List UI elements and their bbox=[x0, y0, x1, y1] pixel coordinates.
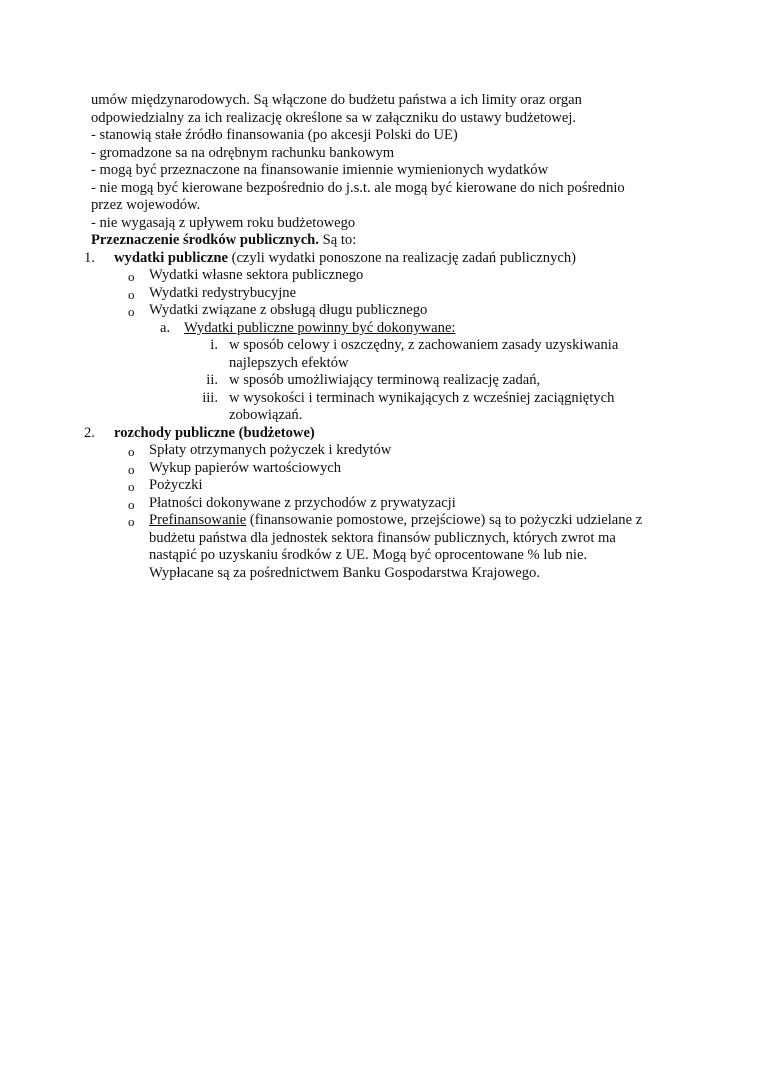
feature-line: - nie mogą być kierowane bezpośrednio do j.s.t. ale mogą być kierowane do nich pośrednio bbox=[91, 180, 625, 196]
intro-line-2: odpowiedzialny za ich realizację określone sa w załączniku do ustawy budżetowej. bbox=[91, 110, 577, 126]
definition-line: Wypłacane są za pośrednictwem Banku Gospodarstwa Krajowego. bbox=[149, 565, 540, 581]
roman-marker: i. bbox=[210, 337, 218, 353]
bullet-icon: o bbox=[128, 269, 135, 284]
bullet-icon: o bbox=[128, 304, 135, 319]
list-item: Wykup papierów wartościowych bbox=[149, 460, 342, 476]
term-prefinansowanie: Prefinansowanie bbox=[149, 512, 247, 528]
sub-marker: a. bbox=[160, 320, 171, 336]
bullet-icon: o bbox=[128, 514, 135, 529]
bullet-icon: o bbox=[128, 287, 135, 302]
list-item: Pożyczki bbox=[149, 477, 203, 493]
list-item: Spłaty otrzymanych pożyczek i kredytów bbox=[149, 442, 392, 458]
point-line: w wysokości i terminach wynikających z wcześniej zaciągniętych bbox=[229, 390, 615, 406]
list-item: Wydatki związane z obsługą długu publicznego bbox=[149, 302, 428, 318]
intro-line-1: umów międzynarodowych. Są włączone do budżetu państwa a ich limity oraz organ bbox=[91, 92, 582, 108]
feature-line: - gromadzone sa na odrębnym rachunku bankowym bbox=[91, 145, 395, 161]
section-1-number: 1. bbox=[84, 250, 95, 266]
feature-line: przez wojewodów. bbox=[91, 197, 201, 213]
feature-line: - mogą być przeznaczone na finansowanie imiennie wymienionych wydatków bbox=[91, 162, 549, 178]
point-line: najlepszych efektów bbox=[229, 355, 349, 371]
feature-line: - nie wygasają z upływem roku budżetowego bbox=[91, 215, 356, 231]
section-heading bbox=[91, 232, 356, 250]
section-1-title: wydatki publiczne bbox=[114, 250, 228, 266]
sub-heading: Wydatki publiczne powinny być dokonywane: bbox=[184, 320, 456, 336]
point-line: w sposób umożliwiający terminową realizację zadań, bbox=[229, 372, 541, 388]
feature-line: - stanowią stałe źródło finansowania (po akcesji Polski do UE) bbox=[91, 127, 458, 143]
list-item: Wydatki własne sektora publicznego bbox=[149, 267, 364, 283]
section-2-number: 2. bbox=[84, 425, 95, 441]
definition-line: budżetu państwa dla jednostek sektora finansów publicznych, których zwrot ma bbox=[149, 530, 616, 546]
definition-line: nastąpić po uzyskaniu środków z UE. Mogą być oprocentowane % lub nie. bbox=[149, 547, 588, 563]
roman-marker: iii. bbox=[202, 390, 218, 406]
heading-rest: Są to: bbox=[318, 232, 357, 248]
bullet-icon: o bbox=[128, 462, 135, 477]
list-item: Płatności dokonywane z przychodów z prywatyzacji bbox=[149, 495, 456, 511]
point-line: w sposób celowy i oszczędny, z zachowaniem zasady uzyskiwania bbox=[229, 337, 619, 353]
heading-bold: Przeznaczenie środków publicznych. bbox=[91, 232, 319, 248]
section-2-title: rozchody publiczne (budżetowe) bbox=[114, 425, 315, 441]
list-item-prefinansowanie bbox=[149, 512, 642, 530]
bullet-icon: o bbox=[128, 497, 135, 512]
list-item: Wydatki redystrybucyjne bbox=[149, 285, 297, 301]
point-line: zobowiązań. bbox=[229, 407, 303, 423]
section-1-description: (czyli wydatki ponoszone na realizację zadań publicznych) bbox=[227, 250, 576, 266]
section-1-title-line bbox=[114, 250, 576, 268]
roman-marker: ii. bbox=[206, 372, 218, 388]
bullet-icon: o bbox=[128, 444, 135, 459]
bullet-icon: o bbox=[128, 479, 135, 494]
term-definition: (finansowanie pomostowe, przejściowe) są to pożyczki udzielane z bbox=[246, 512, 643, 528]
